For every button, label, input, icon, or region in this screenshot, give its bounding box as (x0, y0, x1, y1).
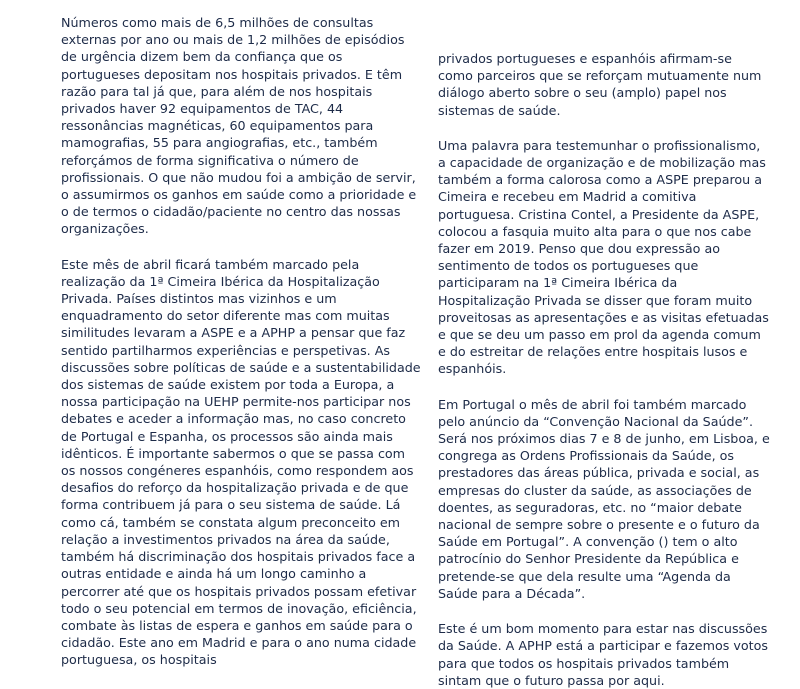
paragraph: privados portugueses e espanhóis afirmam-se como parceiros que se reforçam mutuamente num diálogo aberto sobre o seu (amplo) papel nos sistemas de saúde. (438, 51, 762, 118)
paragraph: Uma palavra para testemunhar o profissionalismo, a capacidade de organização e de mobilização mas também a forma calorosa como a ASPE preparou a Cimeira e recebeu em Madrid a comitiva portuguesa. Cristina Contel, a Presidente da ASPE, colocou a fasquia muito alta para o que nos cabe fazer em 2019. Penso que dou expressão ao sentimento de todos os portugueses que participaram na 1ª Cimeira Ibérica da Hospitalização Privada se disser que foram muito proveitosas as apresentações e as visitas efetuadas e que se deu um passo em prol da agenda comum e do estreitar de relações entre hospitais lusos e espanhóis. (438, 137, 769, 377)
paragraph: Em Portugal o mês de abril foi também marcado pelo anúncio da “Convenção Nacional da Saúde”. Será nos próximos dias 7 e 8 de junho, em Lisboa, e congrega as Ordens Profissionais da Saúde, os prestadores das áreas pública, privada e social, as empresas do cluster da saúde, as associações de doentes, as seguradoras, etc. no “maior debate nacional de sempre sobre o presente e o futuro da Saúde em Portugal”. A convenção () tem o alto patrocínio do Senhor Presidente da República e pretende-se que dela resulte uma “Agenda da Saúde para a Década”. (438, 396, 770, 601)
left-column (61, 14, 423, 669)
paragraph: Números como mais de 6,5 milhões de consultas externas por ano ou mais de 1,2 milhões de episódios de urgência dizem bem da confiança que os portugueses depositam nos hospitais privados. E têm razão para tal já que, para além de nos hospitais privados haver 92 equipamentos de TAC, 44 ressonâncias magnéticas, 60 equipamentos para mamografias, 55 para angiografias, etc., também reforçámos de forma significativa o número de profissionais. O que não mudou foi a ambição de servir, o assumirmos os ganhos em saúde como a prioridade e o de termos o cidadão/paciente no centro das nossas organizações. (61, 15, 417, 237)
paragraph: Este é um bom momento para estar nas discussões da Saúde. A APHP está a participar e fazemos votos para que todos os hospitais privados também sintam que o futuro passa por aqui. (438, 621, 768, 688)
paragraph: Este mês de abril ficará também marcado pela realização da 1ª Cimeira Ibérica da Hospitalização Privada. Países distintos mas vizinhos e um enquadramento do setor diferente mas com muitas similitudes levaram a ASPE e a APHP a pensar que faz sentido partilharmos experiências e perspetivas. As discussões sobre políticas de saúde e a sustentabilidade dos sistemas de saúde existem por toda a Europa, a nossa participação na UEHP permite-nos participar nos debates e aceder a informação mas, no caso concreto de Portugal e Espanha, os processos são ainda mais idênticos. É importante sabermos o que se passa com os nossos congéneres espanhóis, como respondem aos desafios do reforço da hospitalização privada e de que forma contribuem já para o seu sistema de saúde. Lá como cá, também se constata algum preconceito em relação a investimentos privados na área da saúde, também há discriminação dos hospitais privados face a outras entidade e ainda há um longo caminho a percorrer até que os hospitais privados possam efetivar todo o seu potencial em termos de inovação, eficiência, combate às listas de espera e ganhos em saúde para o cidadão. Este ano em Madrid e para o ano numa cidade portuguesa, os hospitais (61, 256, 421, 668)
right-column (438, 50, 770, 689)
